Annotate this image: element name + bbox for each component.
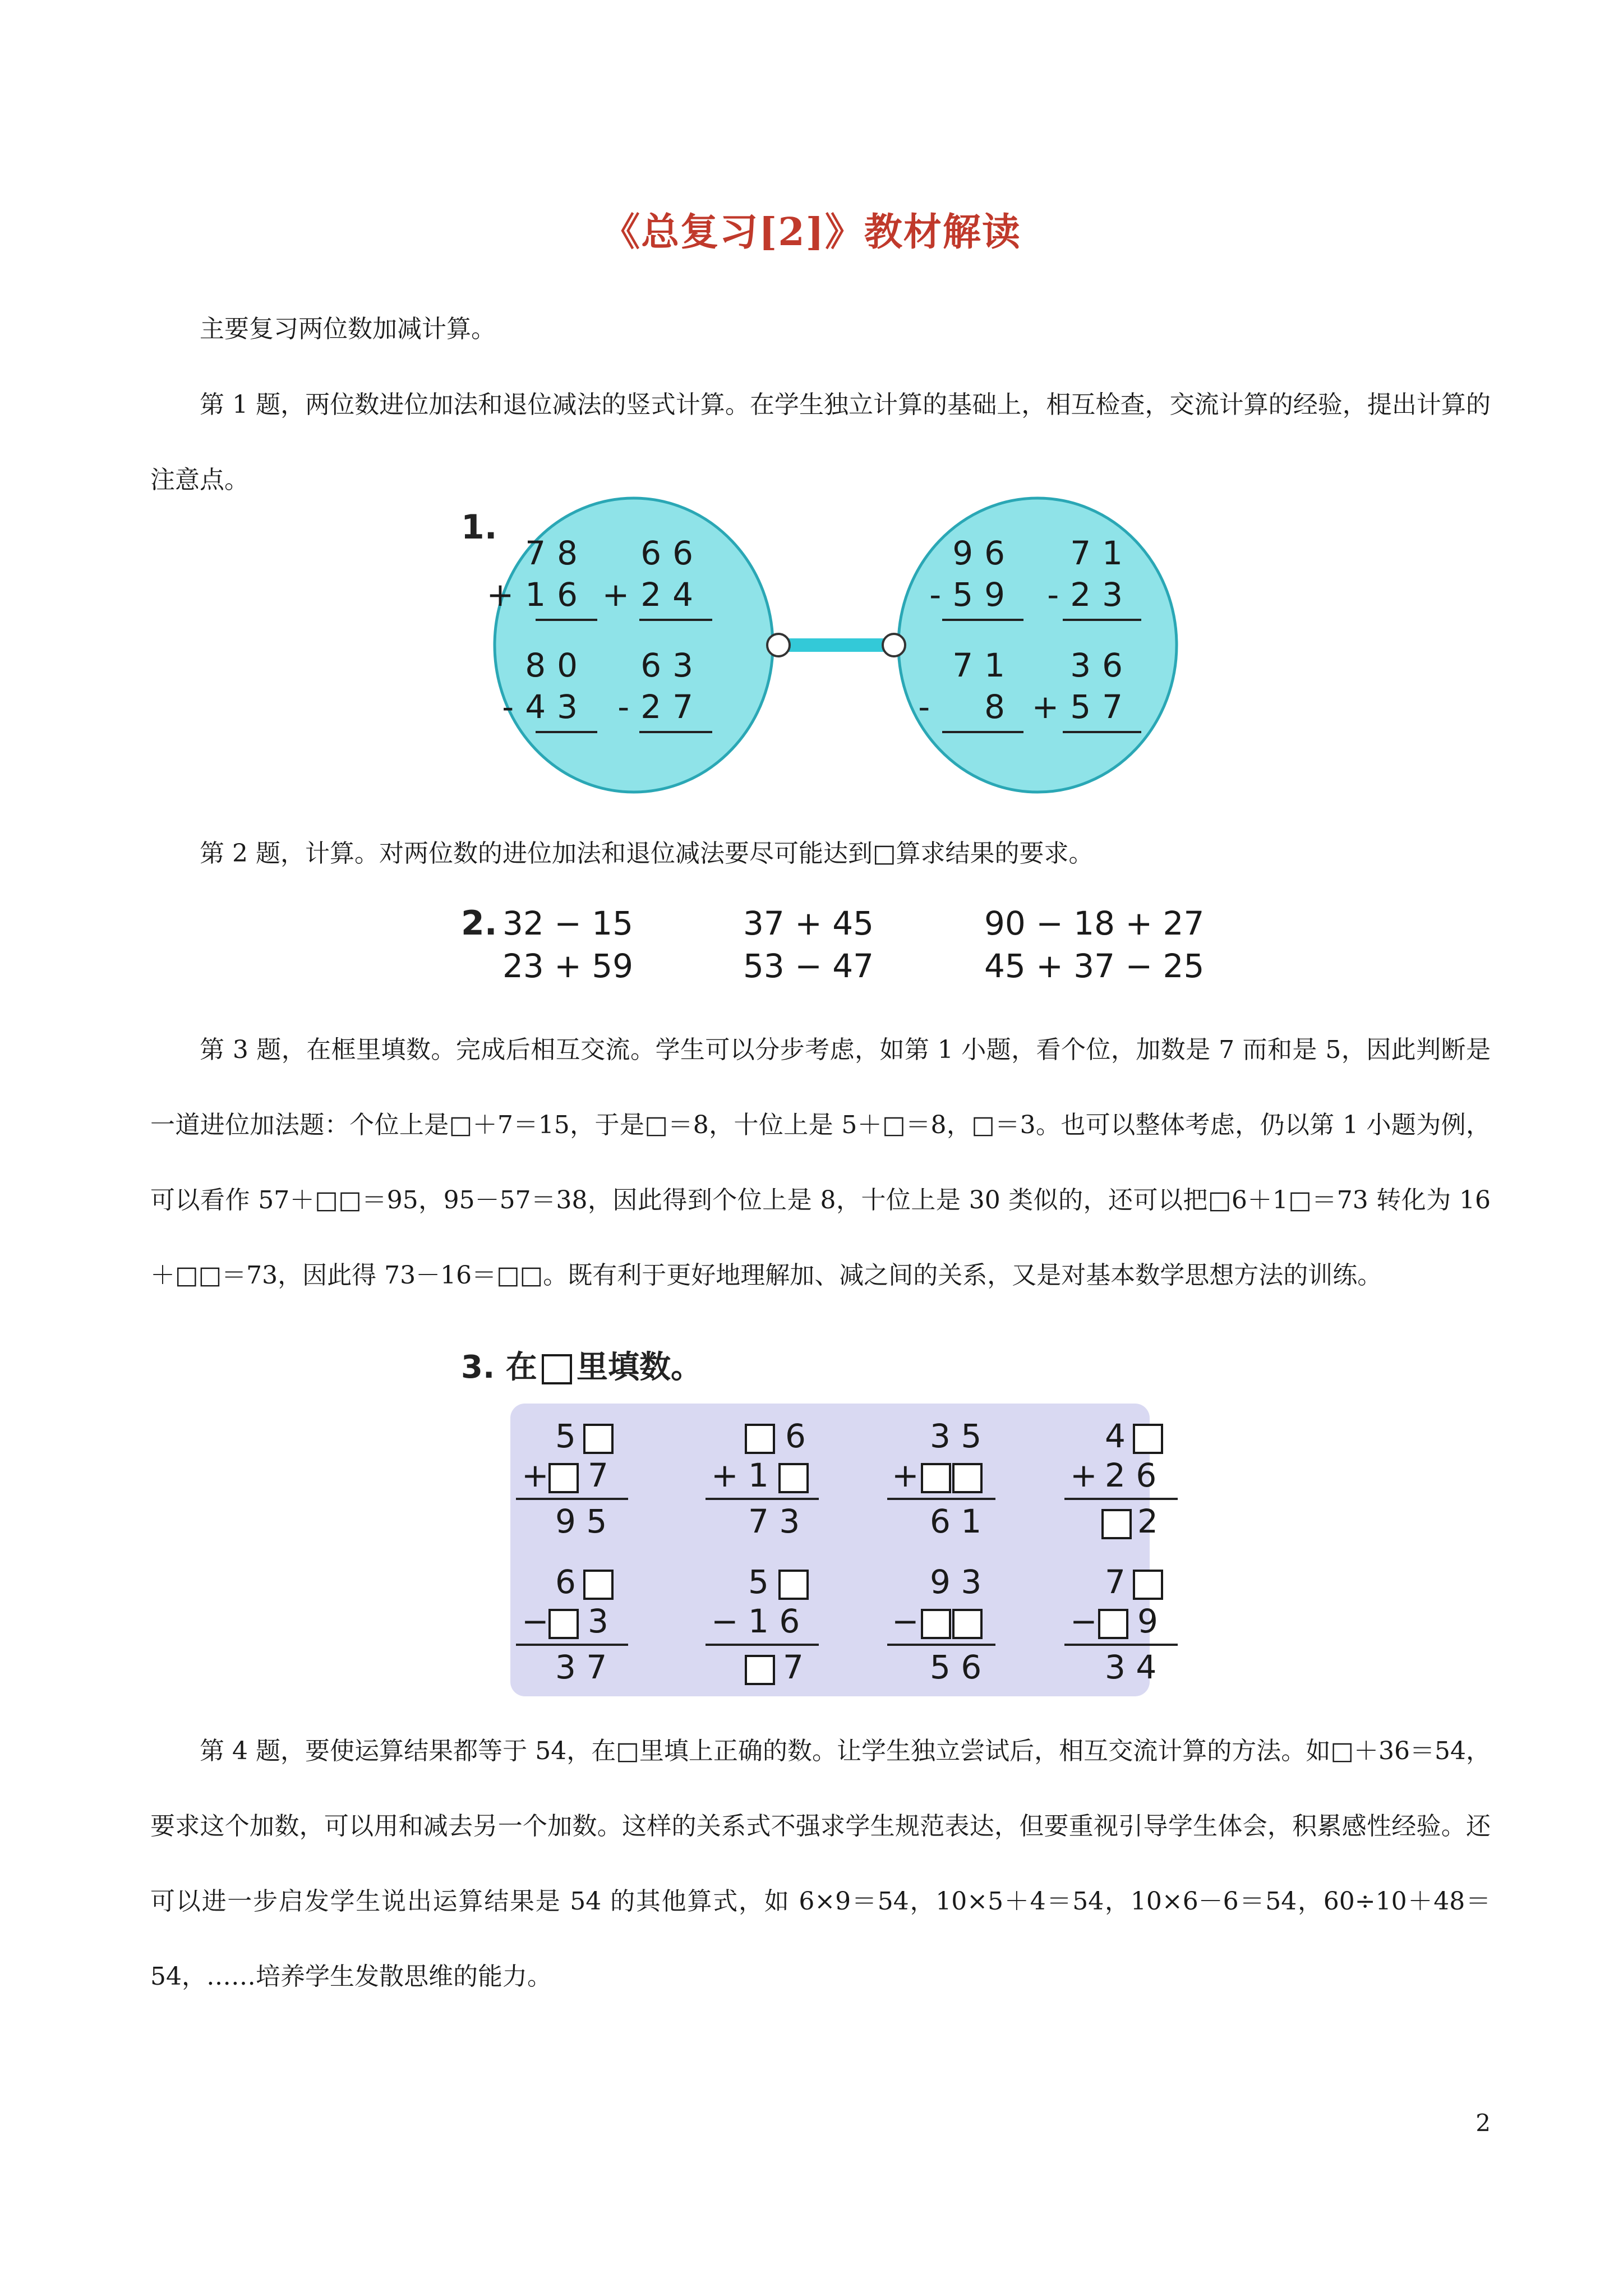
- answer-blank[interactable]: [1103, 1510, 1131, 1538]
- operator: −: [522, 1602, 549, 1640]
- problem-result: 7: [783, 1648, 804, 1686]
- operator: −: [892, 1602, 919, 1640]
- problem-top: 6: [555, 1563, 576, 1601]
- answer-blank[interactable]: [746, 1656, 774, 1684]
- paragraph-q3: 第 3 题，在框里填数。完成后相互交流。学生可以分步考虑，如第 1 小题，看个位，加数是 7 而和是 5，因此判断是一道进位加法题：个位上是□＋7＝15，于是□＝8，十位上是 5＋□＝8，□＝3。也可以整体考虑，仍以第 1 小题为例，可以看作 57＋□□＝95，95－57＝38，因此得到个位上是 8，十位上是 30 类似的，还可以把□6＋1□＝73 转化为 16＋□□＝73，因此得 73－16＝□□。既有利于更好地理解加、减之间的关系，又是对基本数学思想方法的训练。: [150, 1036, 1491, 1290]
- vertical-calc: [487, 534, 597, 620]
- expression: 53 − 47: [743, 947, 874, 985]
- operator: +: [892, 1456, 919, 1494]
- figure-2: [449, 892, 1223, 999]
- answer-blank[interactable]: [1134, 1571, 1162, 1599]
- problem-mid: 2 6: [1105, 1456, 1157, 1494]
- page-number: 2: [1476, 2109, 1491, 2137]
- problem-top: 9 3: [930, 1563, 982, 1601]
- answer-blank[interactable]: [1099, 1610, 1127, 1638]
- answer-blank[interactable]: [550, 1610, 578, 1638]
- calc-bottom: -27: [617, 688, 704, 726]
- problem-result: 6 1: [930, 1502, 982, 1540]
- paragraph-q2: 第 2 题，计算。对两位数的进位加法和退位减法要尽可能达到□算求结果的要求。: [200, 839, 1094, 868]
- calc-top: 78: [525, 534, 589, 572]
- calc-bottom: +57: [1031, 688, 1134, 726]
- figure-3: [449, 1335, 1223, 1700]
- answer-blank[interactable]: [780, 1464, 808, 1492]
- answer-blank[interactable]: [746, 1425, 774, 1453]
- right-circle: [898, 498, 1177, 792]
- problem-mid: 9: [1137, 1602, 1158, 1640]
- answer-blank[interactable]: [780, 1571, 808, 1599]
- answer-blank[interactable]: [584, 1425, 612, 1453]
- problem-top: 5: [555, 1417, 576, 1455]
- problem-top: 6: [785, 1417, 806, 1455]
- paragraph-q4: 第 4 题，要使运算结果都等于 54，在□里填上正确的数。让学生独立尝试后，相互交流计算的方法。如□＋36＝54，要求这个加数，可以用和减去另一个加数。这样的关系式不强求学生规范表达，但要重视引导学生体会，积累感性经验。还可以进一步启发学生说出运算结果是 54 的其他算式，如 6×9＝54，10×5＋4＝54，10×6－6＝54，60÷10＋48＝54，……培养学生发散思维的能力。: [150, 1737, 1491, 1991]
- answer-blank[interactable]: [953, 1464, 981, 1492]
- calc-top: 96: [952, 534, 1016, 572]
- page-title: 《总复习[2]》教材解读: [602, 210, 1021, 255]
- figure-1: [449, 494, 1245, 797]
- problem-mid: 7: [588, 1456, 608, 1494]
- operator: −: [711, 1602, 739, 1640]
- calc-top: 80: [525, 646, 589, 684]
- answer-blank[interactable]: [584, 1571, 612, 1599]
- problem-top: 4: [1105, 1417, 1126, 1455]
- operator: +: [1070, 1456, 1098, 1494]
- connector-knob-left: [767, 634, 790, 656]
- problem-top: 5: [748, 1563, 769, 1601]
- problem-mid: 1: [748, 1456, 769, 1494]
- problem-result: 5 6: [930, 1648, 982, 1686]
- expression: 23 + 59: [502, 947, 634, 985]
- calc-top: 71: [1070, 534, 1134, 572]
- problem-mid: 3: [588, 1602, 608, 1640]
- figure-1-label: 1.: [461, 508, 497, 547]
- operator: −: [1070, 1602, 1098, 1640]
- figure-2-label: 2.: [461, 904, 497, 943]
- answer-blank[interactable]: [953, 1610, 981, 1638]
- answer-blank[interactable]: [1134, 1425, 1162, 1453]
- expression: 90 − 18 + 27: [984, 904, 1205, 942]
- problem-result: 3 4: [1105, 1648, 1157, 1686]
- paragraph-intro: 主要复习两位数加减计算。: [200, 315, 496, 343]
- problem-result: 3 7: [555, 1648, 607, 1686]
- blank-box-icon: [543, 1355, 571, 1383]
- circle-connector: [778, 638, 894, 652]
- calc-bottom: +16: [486, 576, 589, 614]
- operator: +: [711, 1456, 739, 1494]
- problem-result: 7 3: [748, 1502, 800, 1540]
- calc-top: 71: [952, 646, 1016, 684]
- calc-bottom: -59: [929, 576, 1016, 614]
- expression: 37 + 45: [743, 904, 874, 942]
- problem-result: 2: [1137, 1502, 1158, 1540]
- expression: 32 − 15: [502, 904, 634, 942]
- answer-blank[interactable]: [922, 1464, 950, 1492]
- figure-3-label: 3. 在: [461, 1349, 537, 1386]
- paragraph-q1: 第 1 题，两位数进位加法和退位减法的竖式计算。在学生独立计算的基础上，相互检查，交流计算的经验，提出计算的注意点。: [150, 390, 1491, 494]
- problem-result: 9 5: [555, 1502, 607, 1540]
- connector-knob-right: [883, 634, 905, 656]
- figure-3-label-suffix: 里填数。: [577, 1349, 702, 1386]
- operator: +: [522, 1456, 549, 1494]
- calc-top: 63: [640, 646, 704, 684]
- problem-top: 7: [1105, 1563, 1126, 1601]
- answer-blank[interactable]: [922, 1610, 950, 1638]
- calc-bottom: -23: [1047, 576, 1134, 614]
- calc-bottom: - 8: [918, 688, 1016, 726]
- expression: 45 + 37 − 25: [984, 947, 1205, 985]
- problem-top: 3 5: [930, 1417, 982, 1455]
- calc-bottom: +24: [602, 576, 704, 614]
- answer-blank[interactable]: [550, 1464, 578, 1492]
- problem-mid: 1 6: [748, 1602, 800, 1640]
- calc-bottom: -43: [502, 688, 589, 726]
- calc-top: 36: [1070, 646, 1134, 684]
- calc-top: 66: [640, 534, 704, 572]
